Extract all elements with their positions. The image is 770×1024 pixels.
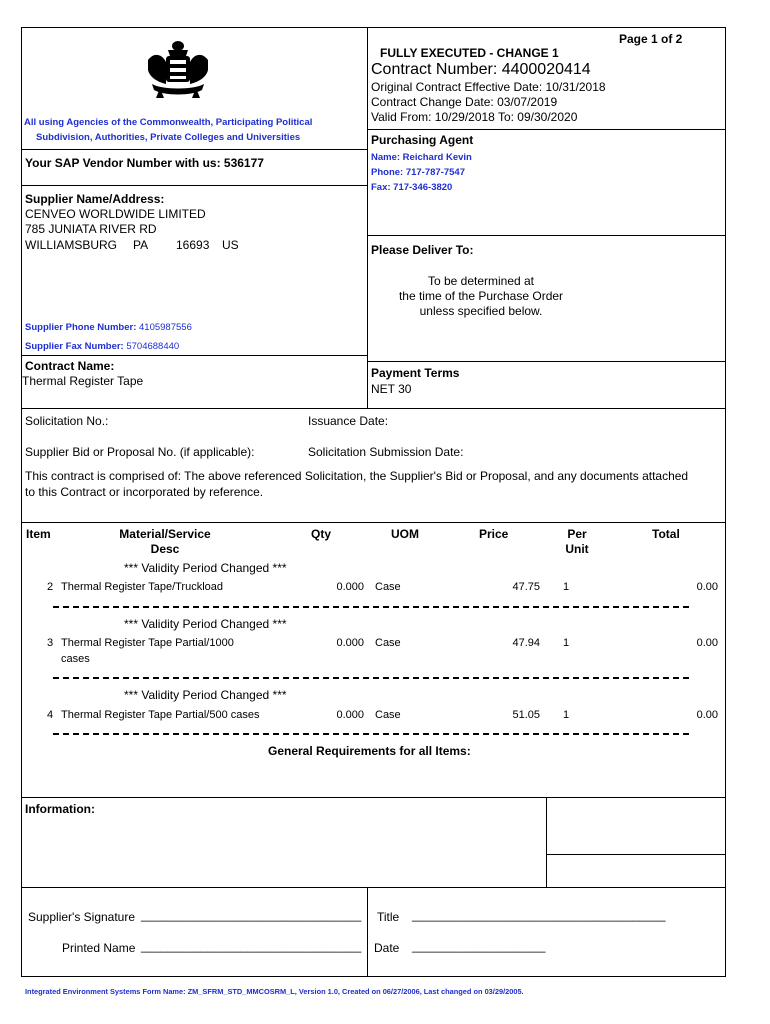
supplier-fax bbox=[25, 341, 179, 352]
title-label: Title bbox=[377, 910, 400, 924]
comprised-line2: to this Contract or incorporated by reference. bbox=[25, 485, 264, 499]
general-requirements: General Requirements for all Items: bbox=[268, 744, 471, 758]
supplier-name: CENVEO WORLDWIDE LIMITED bbox=[25, 207, 206, 221]
supplier-state: PA bbox=[133, 238, 149, 252]
supplier-signature-label: Supplier's Signature bbox=[28, 910, 136, 924]
row-desc: Thermal Register Tape Partial/1000 bbox=[61, 637, 234, 649]
row-num: 3 bbox=[47, 637, 54, 649]
frame-top bbox=[21, 27, 726, 28]
frame-left bbox=[21, 27, 22, 889]
issuance-date: Issuance Date: bbox=[308, 414, 389, 428]
sig-mid bbox=[367, 887, 368, 977]
supplier-city: WILLIAMSBURG bbox=[25, 238, 118, 252]
printed-name-line[interactable]: _________________________________ bbox=[141, 939, 362, 953]
row-qty: 0.000 bbox=[336, 637, 364, 649]
row-desc-cont: cases bbox=[61, 653, 90, 665]
page-indicator: Page 1 of 2 bbox=[619, 32, 683, 46]
solicitation-no: Solicitation No.: bbox=[25, 414, 109, 428]
row-qty: 0.000 bbox=[336, 581, 364, 593]
sig-left bbox=[21, 887, 22, 977]
col-item: Item bbox=[26, 527, 51, 541]
supplier-label: Supplier Name/Address: bbox=[25, 192, 165, 206]
row-separator bbox=[53, 677, 689, 679]
row-uom: Case bbox=[375, 637, 401, 649]
supplier-phone-label: Supplier Phone Number: bbox=[25, 322, 137, 333]
col-desc1: Material/Service bbox=[119, 527, 211, 541]
deliver-line3: unless specified below. bbox=[419, 304, 543, 318]
sap-vendor-number: Your SAP Vendor Number with us: 536177 bbox=[25, 156, 264, 170]
deliver-line2: the time of the Purchase Order bbox=[398, 289, 564, 303]
col-per1: Per bbox=[567, 527, 587, 541]
row-note: *** Validity Period Changed *** bbox=[124, 688, 287, 702]
rule-deliver-bottom bbox=[367, 361, 726, 362]
row-per: 1 bbox=[563, 709, 570, 721]
submission-date: Solicitation Submission Date: bbox=[308, 445, 464, 459]
supplier-street: 785 JUNIATA RIVER RD bbox=[25, 222, 157, 236]
date-line[interactable]: ____________________ bbox=[412, 939, 546, 953]
contract-status: FULLY EXECUTED - CHANGE 1 bbox=[380, 46, 559, 60]
purchasing-agent-title: Purchasing Agent bbox=[371, 133, 474, 147]
frame-right bbox=[725, 27, 726, 977]
form-footer: Integrated Environment Systems Form Name: ZM_SFRM_STD_MMCOSRM_L, Version 1.0, Created on 06/27/2006, Last changed on 03/29/2005. bbox=[25, 987, 524, 996]
deliver-to-title: Please Deliver To: bbox=[371, 243, 474, 257]
supplier-fax-label: Supplier Fax Number: bbox=[25, 341, 124, 352]
comprised-line1: This contract is comprised of: The above referenced Solicitation, the Supplier's Bid or Proposal, and any documents attached bbox=[25, 469, 689, 483]
commonwealth-seal-icon bbox=[138, 38, 218, 100]
rule-signature-top bbox=[21, 887, 726, 888]
col-total: Total bbox=[652, 527, 680, 541]
row-uom: Case bbox=[375, 581, 401, 593]
date-label: Date bbox=[374, 941, 400, 955]
row-qty: 0.000 bbox=[336, 709, 364, 721]
info-divider-v bbox=[546, 797, 547, 887]
deliver-line1: To be determined at bbox=[427, 274, 535, 288]
supplier-zip: 16693 bbox=[176, 238, 210, 252]
row-separator bbox=[53, 733, 689, 735]
contract-change-date: Contract Change Date: 03/07/2019 bbox=[371, 95, 558, 109]
divider-mid bbox=[367, 27, 368, 409]
row-total: 0.00 bbox=[696, 709, 718, 721]
supplier-signature-line[interactable]: _________________________________ bbox=[141, 908, 362, 922]
row-price: 51.05 bbox=[512, 709, 540, 721]
information-label: Information: bbox=[25, 802, 95, 816]
agencies-line2: Subdivision, Authorities, Private Colleges and Universities bbox=[36, 132, 301, 143]
rule-sap-bottom bbox=[21, 185, 368, 186]
agent-name: Name: Reichard Kevin bbox=[371, 152, 472, 163]
contract-number: Contract Number: 4400020414 bbox=[371, 61, 591, 78]
col-uom: UOM bbox=[391, 527, 419, 541]
payment-terms-value: NET 30 bbox=[371, 382, 412, 396]
valid-period: Valid From: 10/29/2018 To: 09/30/2020 bbox=[371, 110, 578, 124]
col-desc2: Desc bbox=[150, 542, 180, 556]
supplier-phone bbox=[25, 322, 192, 333]
row-separator bbox=[53, 606, 689, 608]
printed-name-label: Printed Name bbox=[62, 941, 136, 955]
row-per: 1 bbox=[563, 581, 570, 593]
row-note: *** Validity Period Changed *** bbox=[124, 617, 287, 631]
payment-terms-label: Payment Terms bbox=[371, 366, 460, 380]
rule-signature-bottom bbox=[21, 976, 726, 977]
supplier-bid-no: Supplier Bid or Proposal No. (if applicable): bbox=[25, 445, 255, 459]
supplier-fax-value: 5704688440 bbox=[126, 341, 180, 352]
row-note: *** Validity Period Changed *** bbox=[124, 561, 287, 575]
row-price: 47.75 bbox=[512, 581, 540, 593]
agent-fax: Fax: 717-346-3820 bbox=[371, 182, 453, 193]
row-desc: Thermal Register Tape Partial/500 cases bbox=[61, 709, 260, 721]
row-desc: Thermal Register Tape/Truckload bbox=[61, 581, 224, 593]
rule-agent-top bbox=[367, 129, 726, 130]
contract-name-value: Thermal Register Tape bbox=[22, 374, 144, 388]
row-num: 4 bbox=[47, 709, 54, 721]
row-price: 47.94 bbox=[512, 637, 540, 649]
rule-info-top bbox=[21, 797, 726, 798]
col-per2: Unit bbox=[565, 542, 589, 556]
agencies-line1: All using Agencies of the Commonwealth, Participating Political bbox=[24, 117, 313, 128]
rule-fax-bottom bbox=[21, 355, 368, 356]
row-total: 0.00 bbox=[696, 581, 718, 593]
original-effective-date: Original Contract Effective Date: 10/31/2018 bbox=[371, 80, 606, 94]
row-total: 0.00 bbox=[696, 637, 718, 649]
supplier-phone-value: 4105987556 bbox=[139, 322, 192, 333]
rule-comprised-bottom bbox=[21, 522, 726, 523]
title-line[interactable]: ______________________________________ bbox=[412, 908, 666, 922]
agent-phone: Phone: 717-787-7547 bbox=[371, 167, 465, 178]
rule-sap-top bbox=[21, 149, 368, 150]
col-qty: Qty bbox=[311, 527, 332, 541]
row-uom: Case bbox=[375, 709, 401, 721]
col-price: Price bbox=[479, 527, 509, 541]
rule-contract-bottom bbox=[21, 408, 726, 409]
contract-name-label: Contract Name: bbox=[25, 359, 115, 373]
row-per: 1 bbox=[563, 637, 570, 649]
info-divider-h bbox=[546, 854, 726, 855]
rule-agent-bottom bbox=[367, 235, 726, 236]
supplier-country: US bbox=[222, 238, 239, 252]
row-num: 2 bbox=[47, 581, 54, 593]
